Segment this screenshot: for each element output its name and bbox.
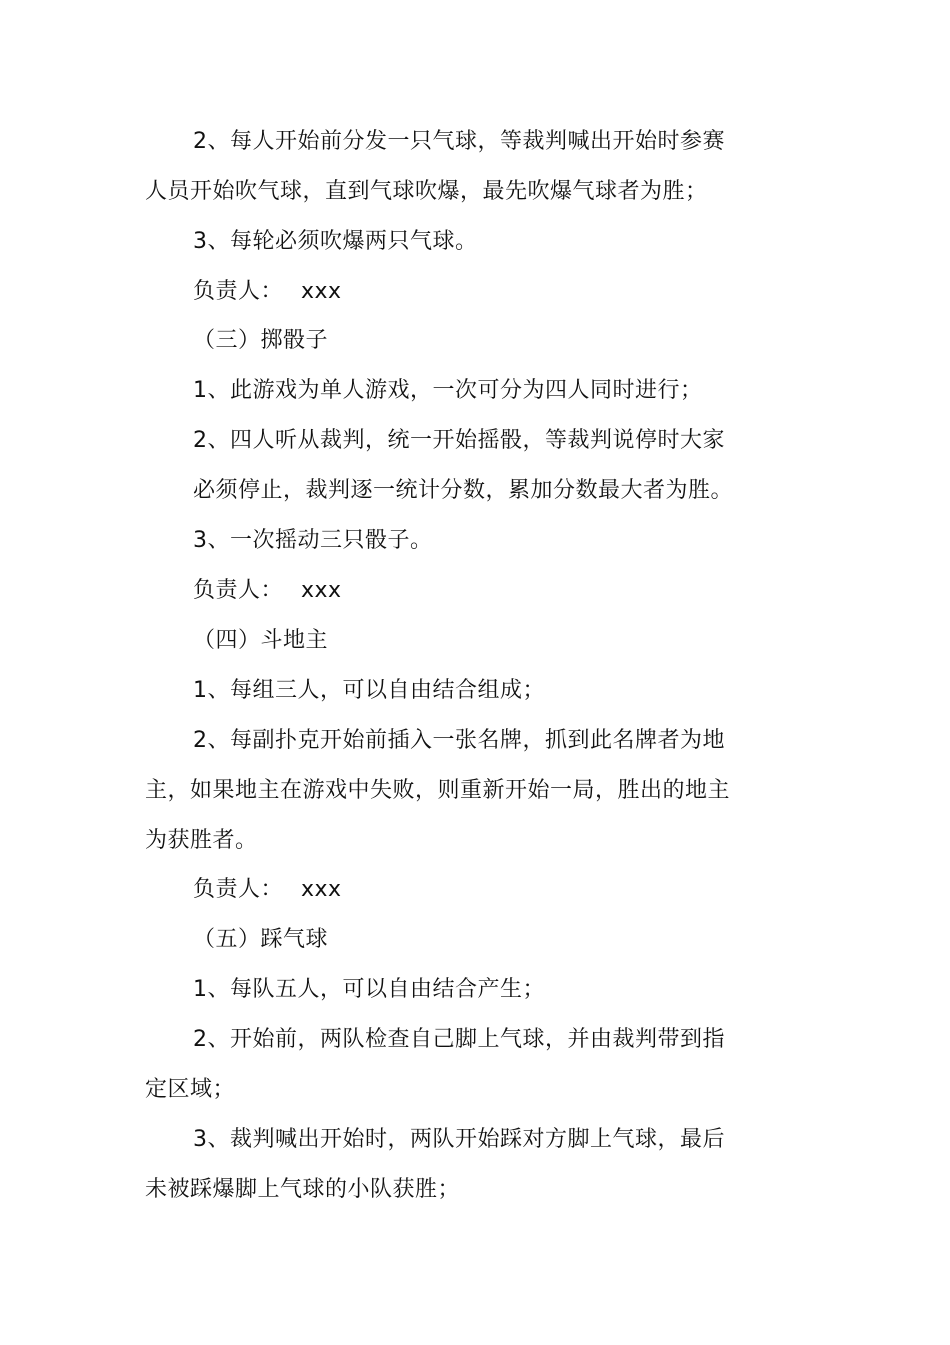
paragraph-line: 1、每队五人，可以自由结合产生；	[193, 977, 545, 1002]
responsible-line	[193, 576, 342, 606]
paragraph-line: 必须停止，裁判逐一统计分数，累加分数最大者为胜。	[193, 478, 734, 503]
responsible-value: xxx	[301, 578, 342, 603]
paragraph-line: 3、一次摇动三只骰子。	[193, 528, 433, 553]
responsible-label: 负责人：	[193, 279, 284, 304]
paragraph-line: 未被踩爆脚上气球的小队获胜；	[145, 1177, 461, 1202]
paragraph-line: 人员开始吹气球，直到气球吹爆，最先吹爆气球者为胜；	[145, 179, 708, 204]
paragraph-line: 2、每人开始前分发一只气球，等裁判喊出开始时参赛	[193, 129, 725, 154]
paragraph-line: 主，如果地主在游戏中失败，则重新开始一局，胜出的地主	[145, 778, 731, 803]
paragraph-line: 2、开始前，两队检查自己脚上气球，并由裁判带到指	[193, 1027, 725, 1052]
paragraph-line: 1、每组三人，可以自由结合组成；	[193, 678, 545, 703]
responsible-value: xxx	[301, 877, 342, 902]
paragraph-line: 3、裁判喊出开始时，两队开始踩对方脚上气球，最后	[193, 1127, 725, 1152]
section-heading: （五）踩气球	[193, 927, 329, 952]
section-heading: （四）斗地主	[193, 628, 329, 653]
paragraph-line: 2、每副扑克开始前插入一张名牌，抓到此名牌者为地	[193, 728, 725, 753]
paragraph-line: 为获胜者。	[145, 828, 258, 853]
section-heading: （三）掷骰子	[193, 328, 329, 353]
paragraph-line: 3、每轮必须吹爆两只气球。	[193, 229, 478, 254]
responsible-value: xxx	[301, 279, 342, 304]
responsible-label: 负责人：	[193, 877, 284, 902]
responsible-line	[193, 875, 342, 905]
paragraph-line: 1、此游戏为单人游戏，一次可分为四人同时进行；	[193, 378, 703, 403]
responsible-line	[193, 277, 342, 307]
paragraph-line: 定区域；	[145, 1077, 236, 1102]
responsible-label: 负责人：	[193, 578, 284, 603]
paragraph-line: 2、四人听从裁判，统一开始摇骰，等裁判说停时大家	[193, 428, 725, 453]
